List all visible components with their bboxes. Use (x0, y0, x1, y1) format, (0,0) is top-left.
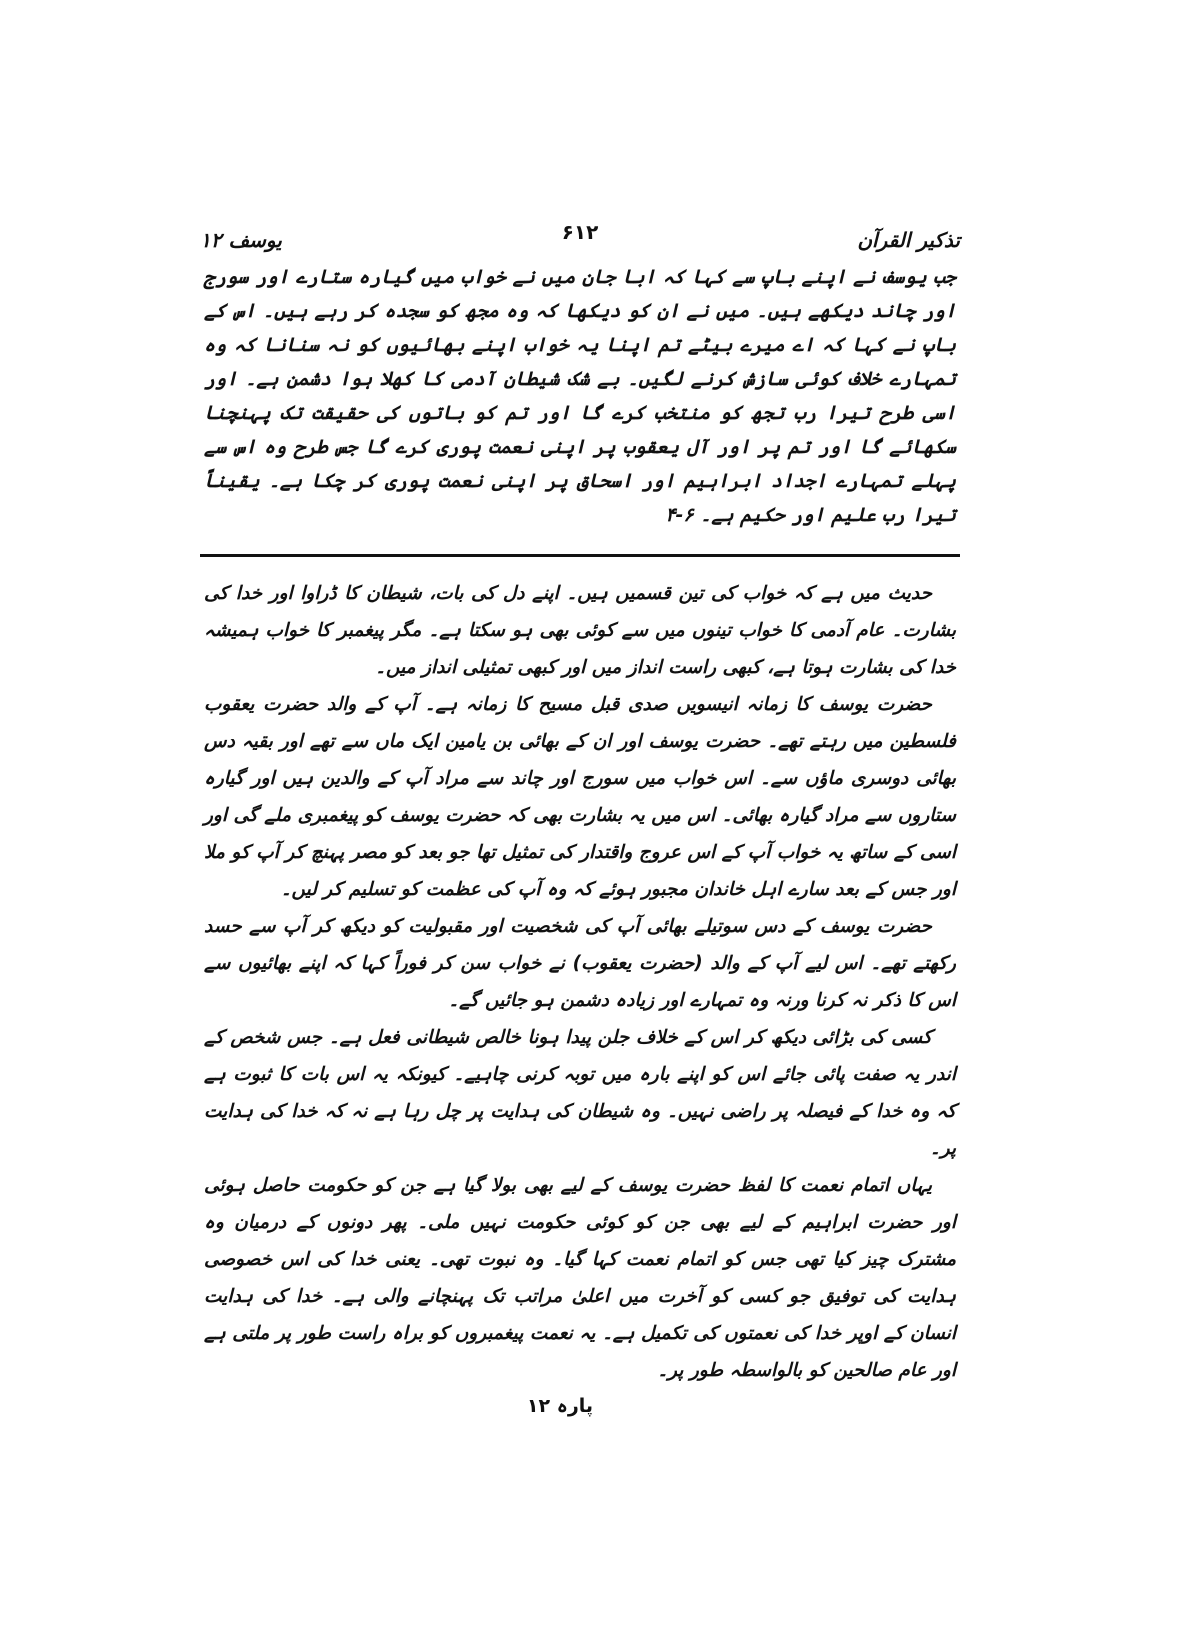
surah-name: یوسف ۱۲ (200, 228, 282, 252)
page-footer-juz: پارہ ۱۲ (526, 1395, 594, 1417)
commentary (200, 575, 960, 1389)
page-number: ۶۱۲ (561, 220, 599, 244)
book-page (200, 220, 960, 1420)
commentary-paragraph: کسی کی بڑائی دیکھ کر اس کے خلاف جلن پیدا ہونا خالص شیطانی فعل ہے۔ جس شخص کے اندر یہ صفت پائی جائے اس کو اپنے بارہ میں توبہ کرنی چاہیے۔ کیونکہ یہ اس بات کا ثبوت ہے کہ وہ خدا کے فیصلہ پر راضی نہیں۔ وہ شیطان کی ہدایت پر چل رہا ہے نہ کہ خدا کی ہدایت پر۔ (204, 1027, 956, 1159)
page-header (200, 220, 960, 260)
commentary-paragraph: حضرت یوسف کا زمانہ انیسویں صدی قبل مسیح کا زمانہ ہے۔ آپ کے والد حضرت یعقوب فلسطین میں رہتے تھے۔ حضرت یوسف اور ان کے بھائی بن یامین ایک ماں سے تھے اور بقیہ دس بھائی دوسری ماؤں سے۔ اس خواب میں سورج اور چاند سے مراد آپ کے والدین ہیں اور گیارہ ستاروں سے مراد گیارہ بھائی۔ اس میں یہ بشارت بھی کہ حضرت یوسف کو پیغمبری ملے گی اور اسی کے ساتھ یہ خواب آپ کے اس عروج واقتدار کی تمثیل تھا جو بعد کو مصر پہنچ کر آپ کو ملا اور جس کے بعد سارے اہل خاندان مجبور ہوئے کہ وہ آپ کی عظمت کو تسلیم کر لیں۔ (204, 694, 956, 900)
quran-translation: جب یوسف نے اپنے باپ سے کہا کہ ابا جان میں نے خواب میں گیارہ ستارے اور سورج اور چاند دیکھے ہیں۔ میں نے ان کو دیکھا کہ وہ مجھ کو سجدہ کر رہے ہیں۔ اس کے باپ نے کہا کہ اے میرے بیٹے تم اپنا یہ خواب اپنے بھائیوں کو نہ سنانا کہ وہ تمہارے خلاف کوئی سازش کرنے لگیں۔ بے شک شیطان آدمی کا کھلا ہوا دشمن ہے۔ اور اسی طرح تیرا رب تجھ کو منتخب کرے گا اور تم کو باتوں کی حقیقت تک پہنچنا سکھائے گا اور تم پر اور آل یعقوب پر اپنی نعمت پوری کرے گا جس طرح وہ اس سے پہلے تمہارے اجداد ابراہیم اور اسحاق پر اپنی نعمت پوری کر چکا ہے۔ یقیناً تیرا رب علیم اور حکیم ہے۔ ۶-۴ (204, 266, 956, 526)
commentary-paragraph: حدیث میں ہے کہ خواب کی تین قسمیں ہیں۔ اپنے دل کی بات، شیطان کا ڈراوا اور خدا کی بشارت۔ عام آدمی کا خواب تینوں میں سے کوئی بھی ہو سکتا ہے۔ مگر پیغمبر کا خواب ہمیشہ خدا کی بشارت ہوتا ہے، کبھی راست انداز میں اور کبھی تمثیلی انداز میں۔ (204, 583, 956, 678)
section-divider (200, 554, 960, 557)
commentary-paragraph: حضرت یوسف کے دس سوتیلے بھائی آپ کی شخصیت اور مقبولیت کو دیکھ کر آپ سے حسد رکھتے تھے۔ اس لیے آپ کے والد (حضرت یعقوب) نے خواب سن کر فوراً کہا کہ اپنے بھائیوں سے اس کا ذکر نہ کرنا ورنہ وہ تمہارے اور زیادہ دشمن ہو جائیں گے۔ (204, 916, 956, 1011)
book-title: تذکیر القرآن (857, 228, 960, 252)
commentary-paragraph: یہاں اتمام نعمت کا لفظ حضرت یوسف کے لیے بھی بولا گیا ہے جن کو حکومت حاصل ہوئی اور حضرت ابراہیم کے لیے بھی جن کو کوئی حکومت نہیں ملی۔ پھر دونوں کے درمیان وہ مشترک چیز کیا تھی جس کو اتمام نعمت کہا گیا۔ وہ نبوت تھی۔ یعنی خدا کی اس خصوصی ہدایت کی توفیق جو کسی کو آخرت میں اعلیٰ مراتب تک پہنچانے والی ہے۔ خدا کی ہدایت انسان کے اوپر خدا کی نعمتوں کی تکمیل ہے۔ یہ نعمت پیغمبروں کو براہ راست طور پر ملتی ہے اور عام صالحین کو بالواسطہ طور پر۔ (204, 1175, 956, 1381)
